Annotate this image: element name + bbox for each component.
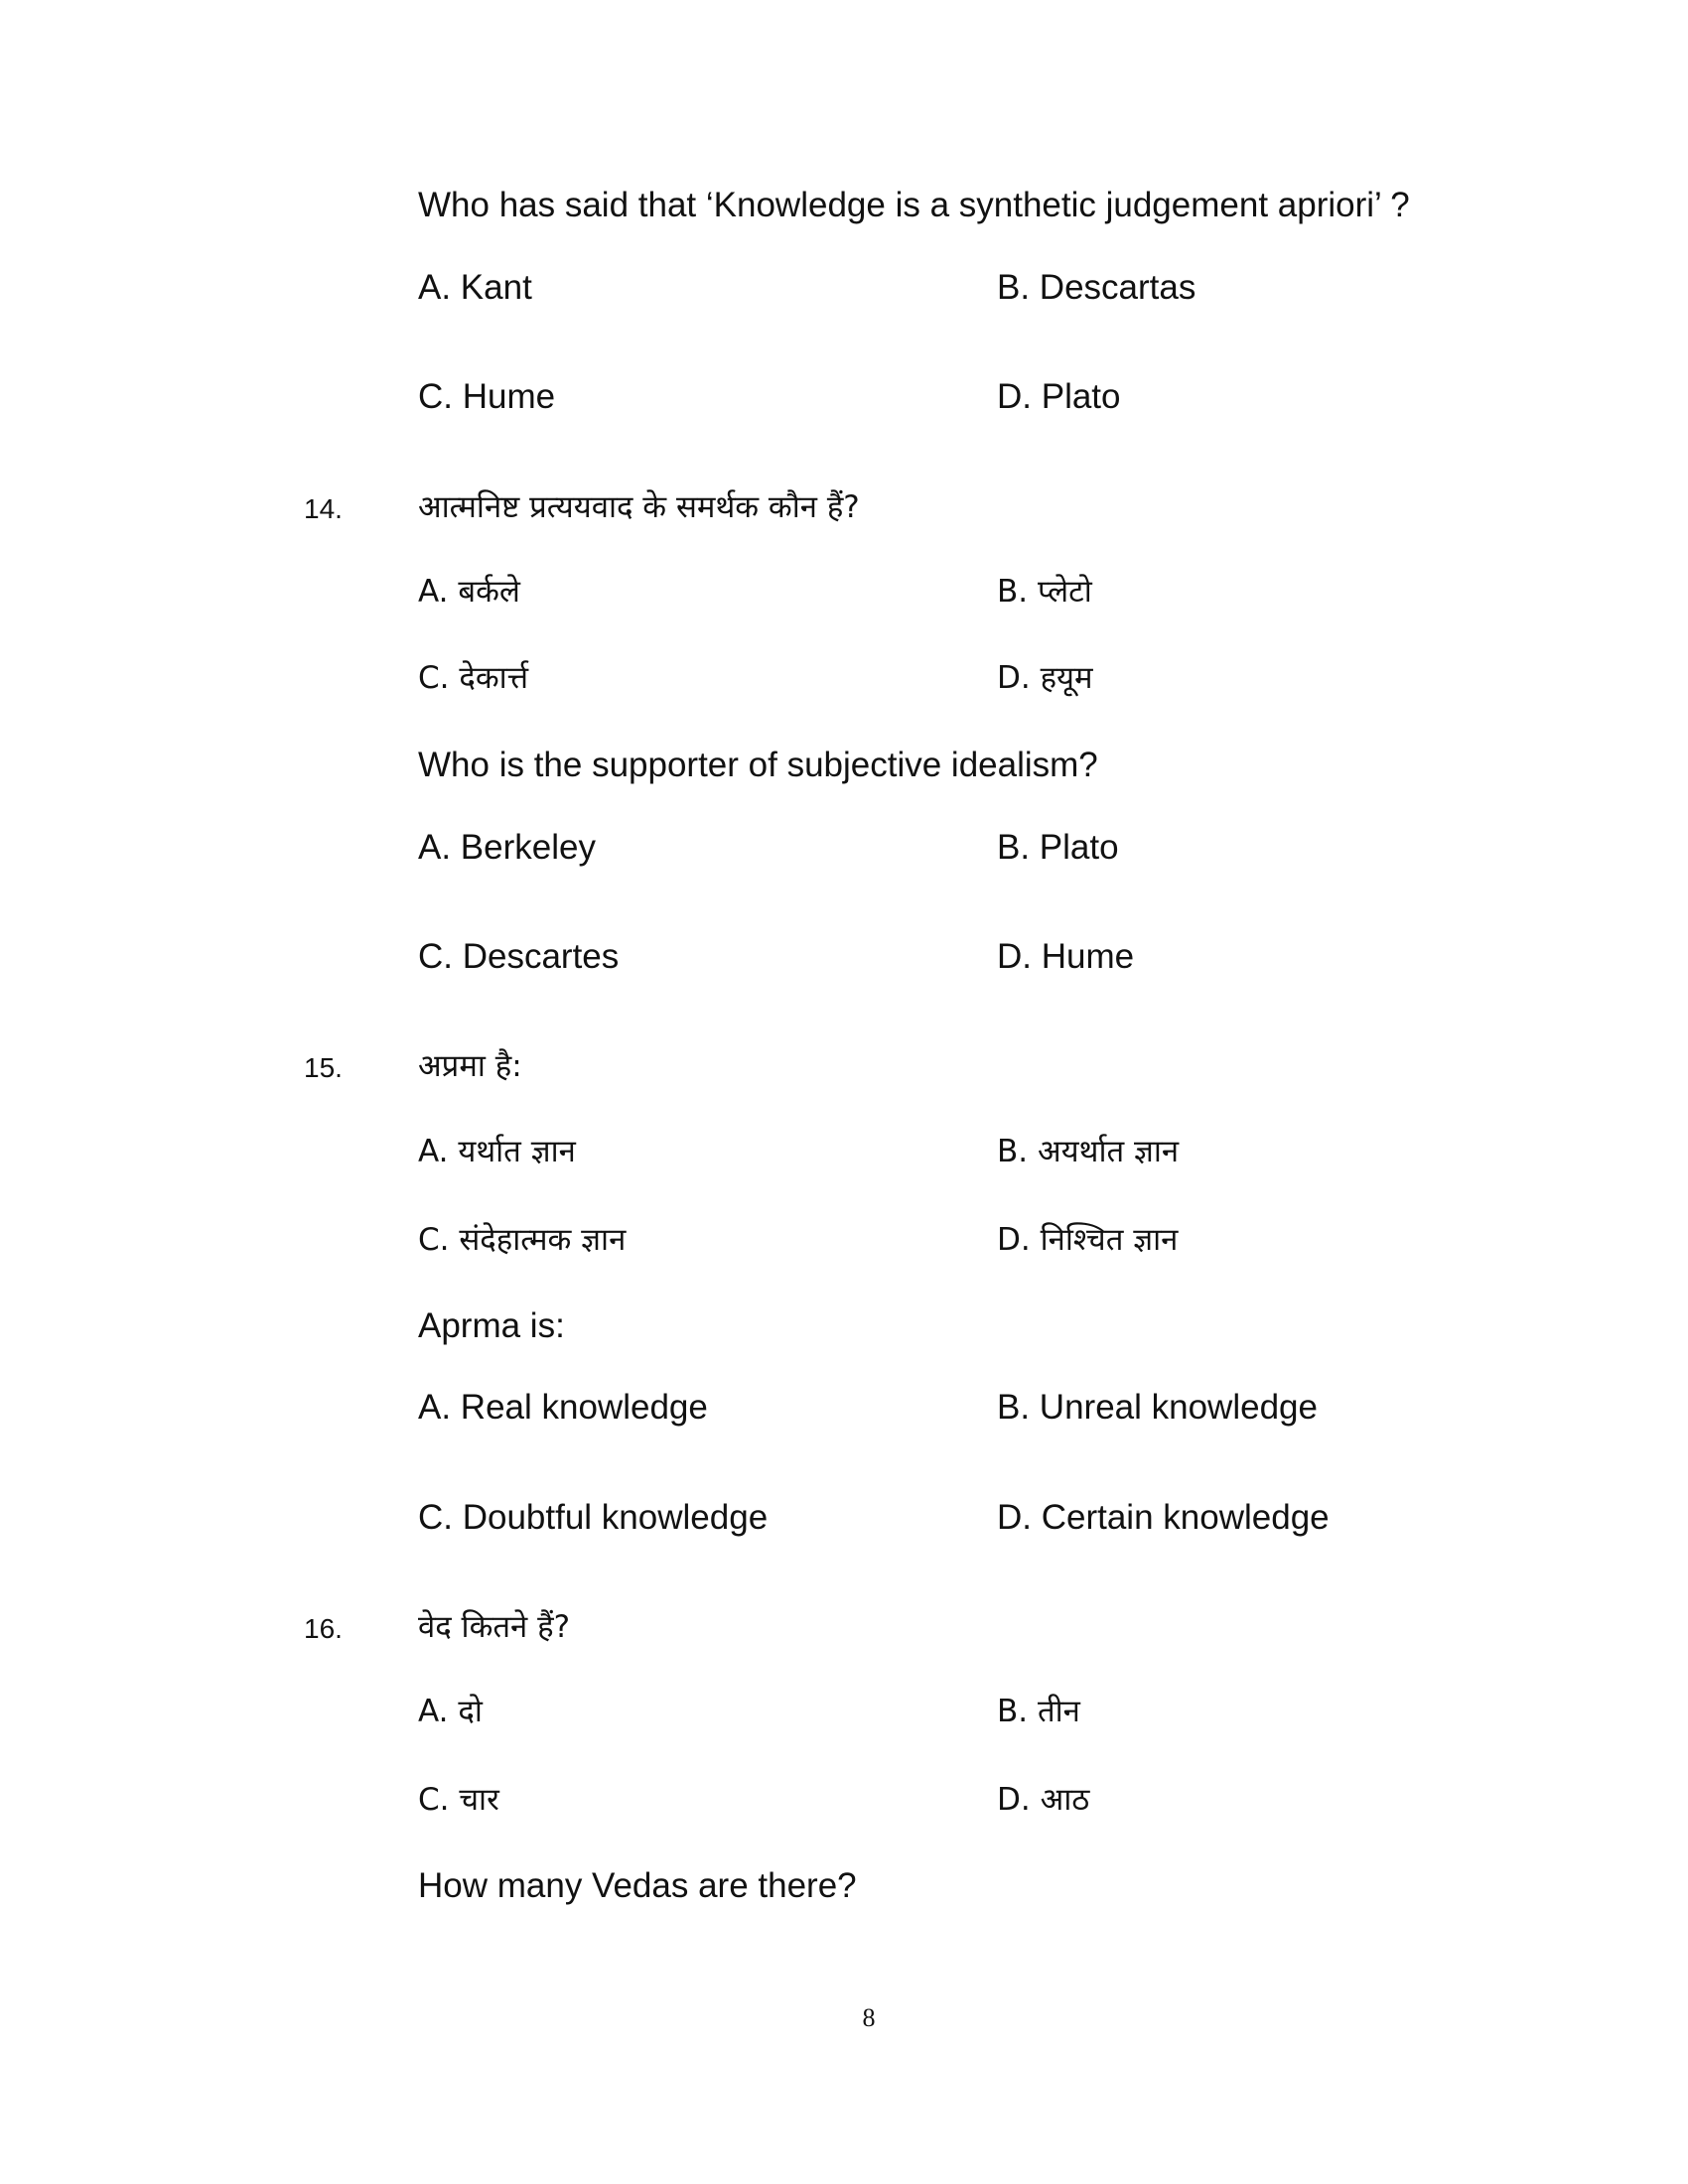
- question-text-english: Aprma is:: [418, 1306, 565, 1345]
- option-d-hindi: D. निश्चित ज्ञान: [997, 1222, 1179, 1258]
- option-a-hindi: A. बर्कले: [418, 574, 520, 610]
- option-a: A. Kant: [418, 268, 532, 307]
- option-a-hindi: A. दो: [418, 1694, 483, 1729]
- option-c: C. Hume: [418, 377, 556, 416]
- page-number: 8: [862, 2003, 876, 2032]
- option-b: B. Descartas: [997, 268, 1196, 307]
- option-a: A. Real knowledge: [418, 1388, 708, 1427]
- option-c-hindi: C. देकार्त्त: [418, 660, 529, 696]
- option-d-hindi: D. आठ: [997, 1782, 1090, 1818]
- option-c: C. Descartes: [418, 937, 620, 976]
- option-d: D. Hume: [997, 937, 1135, 976]
- question-text-hindi: वेद कितने हैं?: [418, 1609, 571, 1645]
- option-d: D. Plato: [997, 377, 1121, 416]
- option-a-hindi: A. यर्थात ज्ञान: [418, 1134, 576, 1169]
- option-b: B. Unreal knowledge: [997, 1388, 1318, 1427]
- option-b: B. Plato: [997, 828, 1119, 867]
- option-d: D. Certain knowledge: [997, 1498, 1330, 1537]
- option-b-hindi: B. अयर्थात ज्ञान: [997, 1134, 1180, 1169]
- option-c: C. Doubtful knowledge: [418, 1498, 769, 1537]
- question-text-english: How many Vedas are there?: [418, 1866, 857, 1905]
- question-text-hindi: अप्रमा है:: [418, 1048, 522, 1084]
- option-d-hindi: D. हयूम: [997, 660, 1093, 696]
- question-number: 14.: [304, 493, 343, 524]
- option-c-hindi: C. चार: [418, 1782, 499, 1818]
- question-text-english: Who is the supporter of subjective idealism?: [418, 746, 1098, 784]
- question-text-hindi: आत्मनिष्ट प्रत्ययवाद के समर्थक कौन हैं?: [418, 489, 860, 525]
- option-a: A. Berkeley: [418, 828, 596, 867]
- option-c-hindi: C. संदेहात्मक ज्ञान: [418, 1222, 627, 1258]
- question-number: 16.: [304, 1613, 343, 1644]
- question-text: Who has said that ‘Knowledge is a synthetic judgement apriori’ ?: [418, 186, 1410, 224]
- question-number: 15.: [304, 1052, 343, 1083]
- option-b-hindi: B. तीन: [997, 1694, 1080, 1729]
- option-b-hindi: B. प्लेटो: [997, 574, 1092, 610]
